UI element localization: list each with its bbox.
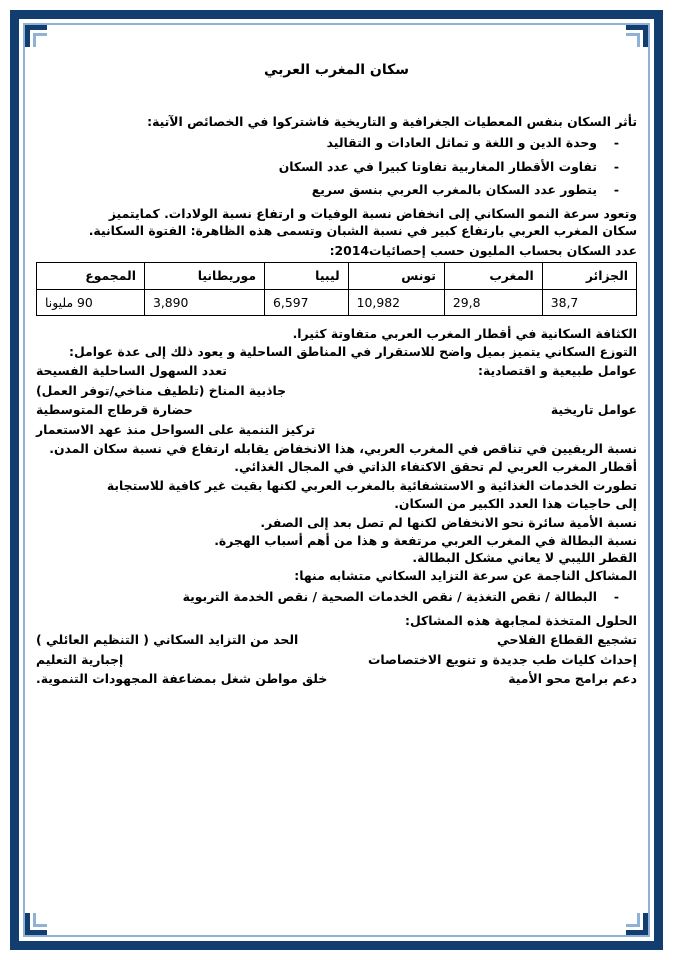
trait-item: - وحدة الدين و اللغة و تماثل العادات و التقاليد bbox=[36, 135, 637, 151]
distribution-text: التوزع السكاني يتميز بميل واضح للاستقرار في المناطق الساحلية و يعود ذلك إلى عدة عوامل: bbox=[69, 343, 637, 359]
trait-item: - يتطور عدد السكان بالمغرب العربي بنسق سريع bbox=[36, 182, 637, 198]
historical-factor-item: تركيز التنمية على السواحل منذ عهد الاستعمار bbox=[36, 421, 316, 437]
page-title: سكان المغرب العربي bbox=[263, 62, 410, 78]
table-header-cell: موريطانيا bbox=[144, 263, 264, 290]
table-cell: 6,597 bbox=[265, 289, 349, 316]
factor-line bbox=[36, 383, 637, 399]
table-caption: عدد السكان بحساب المليون حسب إحصائيات2014: bbox=[329, 242, 637, 258]
natural-factor-item: جاذبية المناخ (تلطيف مناخي/توفر العمل) bbox=[36, 382, 287, 398]
table-header-cell: ليبيا bbox=[265, 263, 349, 290]
table-row bbox=[37, 289, 637, 316]
trait-item: - تفاوت الأقطار المغاربية تفاوتا كبيرا في عدد السكان bbox=[36, 159, 637, 175]
table-header-cell: تونس bbox=[348, 263, 444, 290]
solutions-title: الحلول المتخذة لمجابهة هذه المشاكل: bbox=[405, 612, 637, 628]
solution-item: إجبارية التعليم bbox=[36, 651, 124, 667]
solution-item: إحداث كليات طب جديدة و تنويع الاختصاصات bbox=[367, 651, 637, 667]
solution-line bbox=[36, 652, 637, 668]
table-cell: 3,890 bbox=[144, 289, 264, 316]
natural-factors-label: عوامل طبيعية و اقتصادية: bbox=[478, 363, 637, 378]
rural-text: نسبة الريفيين في تناقص في المغرب العربي، هذا الانخفاض يقابله ارتفاع في نسبة سكان المدن. bbox=[49, 441, 637, 456]
services-text: إلى حاجيات هذا العدد الكبير من السكان. bbox=[394, 495, 637, 511]
unemployment-text: نسبة البطالة في المغرب العربي مرتفعة و هذا من أهم أسباب الهجرة. bbox=[214, 532, 637, 548]
table-header-cell: المغرب bbox=[444, 263, 542, 290]
problems-title: المشاكل الناجمة عن سرعة التزايد السكاني متشابه منها: bbox=[294, 567, 637, 583]
solution-item: دعم برامج محو الأمية bbox=[508, 671, 637, 686]
services-text: تطورت الخدمات الغذائية و الاستشفائية بالمغرب العربي لكنها بقيت غير كافية للاستجابة bbox=[106, 478, 637, 493]
solution-item: الحد من التزايد السكاني ( التنظيم العائلي ) bbox=[36, 632, 299, 647]
table-cell: 29,8 bbox=[444, 289, 542, 316]
libya-text: القطر الليبي لا يعاني مشكل البطالة. bbox=[412, 550, 637, 565]
food-text: أقطار المغرب العربي لم تحقق الاكتفاء الذاتي في المجال الغذائي. bbox=[234, 458, 637, 474]
intro-text: تأثر السكان بنفس المعطيات الجغرافية و التاريخية فاشتركوا في الخصائص الآتية: bbox=[147, 113, 637, 129]
corner-ornament-icon bbox=[624, 23, 650, 49]
table-cell: 38,7 bbox=[542, 289, 636, 316]
population-table bbox=[36, 262, 637, 316]
illiteracy-text: نسبة الأمية سائرة نحو الانخفاض لكنها لم تصل بعد إلى الصفر. bbox=[260, 515, 637, 530]
problems-list: - البطالة / نقص التغذية / نقص الخدمات الصحية / نقص الخدمة التربوية bbox=[36, 589, 637, 605]
table-header-cell: المجموع bbox=[37, 263, 145, 290]
historical-factors-label: عوامل تاريخية bbox=[550, 402, 637, 417]
density-text: الكثافة السكانية في أقطار المغرب العربي متفاوتة كثيرا. bbox=[292, 326, 637, 341]
factor-line bbox=[36, 402, 637, 418]
table-header-row bbox=[37, 263, 637, 290]
natural-factor-item: تعدد السهول الساحلية الفسيحة bbox=[36, 363, 227, 378]
solution-item: تشجيع القطاع الفلاحي bbox=[496, 632, 637, 647]
historical-factor-item: حضارة قرطاج المتوسطية bbox=[36, 402, 193, 417]
corner-ornament-icon bbox=[23, 23, 49, 49]
table-cell: 10,982 bbox=[348, 289, 444, 316]
growth-text: وتعود سرعة النمو السكاني إلى انخفاض نسبة الوفيات و ارتفاع نسبة الولادات. كمايتميز bbox=[108, 205, 637, 221]
factor-line bbox=[36, 363, 637, 379]
solution-item: خلق مواطن شغل بمضاعفة المجهودات التنموية. bbox=[36, 671, 328, 686]
solution-line bbox=[36, 671, 637, 687]
factor-line bbox=[36, 422, 637, 438]
table-cell: 90 مليونا bbox=[37, 289, 145, 316]
document-body bbox=[36, 62, 637, 920]
table-header-cell: الجزائر bbox=[542, 263, 636, 290]
growth-text: سكان المغرب العربي بارتفاع كبير في نسبة الشبان وتسمى هذه الظاهرة: الفتوة السكانية. bbox=[88, 223, 637, 238]
solution-line bbox=[36, 632, 637, 648]
